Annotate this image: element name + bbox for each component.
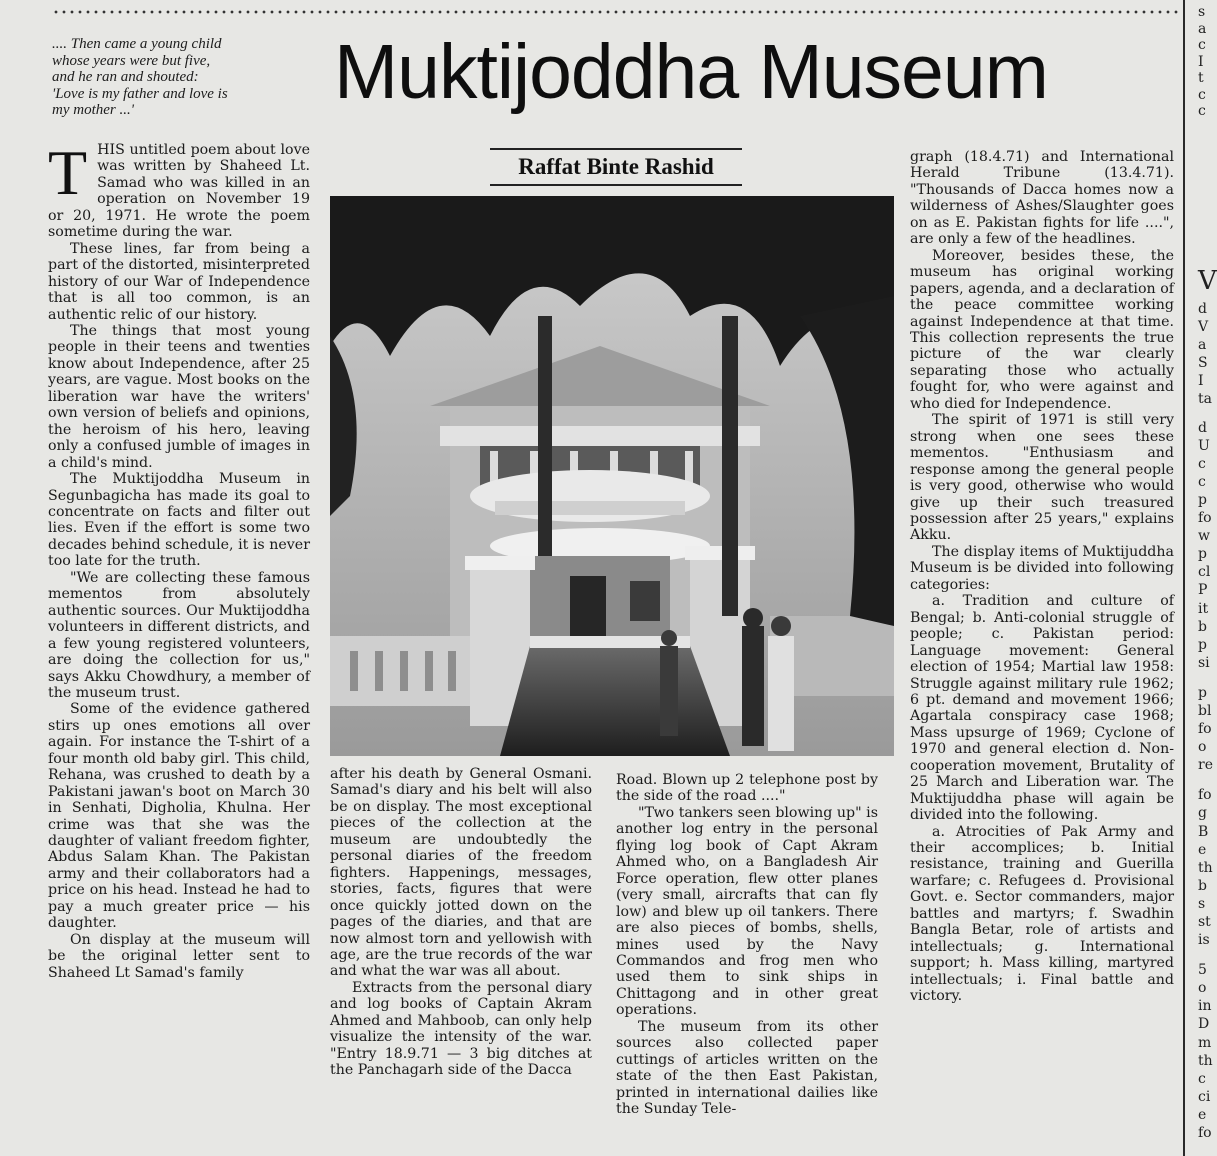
adjacent-column-top bbox=[1198, 4, 1206, 120]
paragraph: "We are collecting these famous mementos from absolutely authentic sources. Our Muktijoddha volunteers in different districts, and a few young registered volunteers, are doing the collection for us," says Akku Chowdhury, a member of the museum trust. bbox=[48, 569, 310, 701]
paragraph: The things that most young people in their teens and twenties know about Independence, after 25 years, are vague. Most books on the liberation war have the writers' own version of beliefs and opinions, the heroism of his hero, leaving only a confused jumble of images in a child's mind. bbox=[48, 322, 310, 471]
paragraph: The museum from its other sources also collected paper cuttings of articles written on the state of the then East Pakistan, printed in international dailies like the Sunday Tele- bbox=[616, 1018, 878, 1118]
adjacent-column-body bbox=[1198, 262, 1217, 1142]
paragraph: after his death by General Osmani. Samad's diary and his belt will also be on display. The most exceptional pieces of the collection at the museum are undoubtedly the personal diaries of the freedom fighters. Happenings, messages, stories, facts, figures that were once quickly jotted down on the pages of the diaries, and that are now almost torn and yellowish with age, are the true records of the war and what the war was all about. bbox=[330, 766, 592, 980]
museum-building-image bbox=[330, 196, 894, 756]
fragment: th bbox=[1198, 1052, 1213, 1069]
byline: Raffat Binte Rashid bbox=[518, 154, 714, 179]
fragment: it bbox=[1198, 600, 1209, 617]
fragment: 5 bbox=[1198, 962, 1207, 979]
fragment: in bbox=[1198, 998, 1212, 1015]
epigraph bbox=[52, 36, 314, 119]
fragment: re bbox=[1198, 757, 1213, 774]
dotted-rule bbox=[52, 8, 1182, 16]
fragment: I bbox=[1198, 373, 1204, 390]
article-column-2 bbox=[330, 766, 592, 1132]
fragment: P bbox=[1198, 582, 1208, 599]
headline: Muktijoddha Museum bbox=[334, 29, 1048, 115]
paragraph: On display at the museum will be the original letter sent to Shaheed Lt Samad's family bbox=[48, 931, 310, 981]
paragraph: Road. Blown up 2 telephone post by the side of the road ...." bbox=[616, 772, 878, 805]
fragment: cl bbox=[1198, 564, 1211, 581]
column-rule bbox=[1183, 0, 1185, 1156]
fragment: t bbox=[1198, 70, 1204, 86]
fragment: a bbox=[1198, 20, 1207, 37]
paragraph bbox=[48, 137, 310, 241]
fragment: si bbox=[1198, 654, 1210, 671]
article-column-4 bbox=[910, 149, 1174, 1134]
fragment: e bbox=[1198, 1106, 1207, 1123]
fragment: V bbox=[1198, 266, 1217, 296]
fragment: B bbox=[1198, 823, 1209, 840]
paragraph: The spirit of 1971 is still very strong when one sees these mementos. "Enthusiasm and response among the general people is very good, otherwise who would give up their such treasured possession after 25 years," explains Akku. bbox=[910, 412, 1174, 544]
fragment: fo bbox=[1198, 787, 1212, 804]
paragraph: Moreover, besides these, the museum has original working papers, agenda, and a declaration of the peace committee working against Independence at that time. This collection represents the true picture of the war clearly separating those who actually fought for, who were against and who died for Independence. bbox=[910, 247, 1174, 412]
fragment: c bbox=[1198, 1070, 1206, 1087]
fragment: st bbox=[1198, 914, 1211, 930]
fragment: p bbox=[1198, 546, 1207, 563]
fragment: p bbox=[1198, 684, 1207, 701]
paragraph: graph (18.4.71) and International Herald Tribune (13.4.71). "Thousands of Dacca homes now a wilderness of Ashes/Slaughter goes on as E. Pakistan fights for life ....", are only a few of the headlines. bbox=[910, 149, 1174, 248]
fragment: p bbox=[1198, 491, 1207, 508]
fragment: o bbox=[1198, 980, 1207, 997]
paragraph: Extracts from the personal diary and log books of Captain Akram Ahmed and Mahboob, can only help visualize the intensity of the war. "Entry 18.9.71 — 3 big ditches at the Panchagarh side of the Dacca bbox=[330, 979, 592, 1079]
paragraph: "Two tankers seen blowing up" is another log entry in the personal flying log book of Capt Akram Ahmed who, on a Bangladesh Air Force operation, flew otter planes (very small, aircrafts that can fly low) and blew up oil tankers. There are also pieces of bombs, shells, mines used by the Navy Commandos and frog men who used them to sink ships in Chittagong and in other great operations. bbox=[616, 804, 878, 1019]
fragment: m bbox=[1198, 1034, 1212, 1051]
fragment: S bbox=[1198, 355, 1208, 372]
fragment: c bbox=[1198, 37, 1206, 53]
fragment: fo bbox=[1198, 510, 1212, 527]
fragment: e bbox=[1198, 841, 1207, 858]
fragment: s bbox=[1198, 4, 1206, 20]
paragraph: a. Atrocities of Pak Army and their accomplices; b. Initial resistance, training and Guerilla warfare; c. Refugees d. Provisional Govt. e. Sector commanders, major battles and martyrs; f. Swadhin Bangla Betar, role of artists and intellectuals; g. International support; h. Mass killing, martyred intellectuals; i. Final battle and victory. bbox=[910, 823, 1174, 1005]
paragraph: a. Tradition and culture of Bengal; b. Anti-colonial struggle of people; c. Pakistan period: Language movement: General election of 1954; Martial law 1958: Struggle against military rule 1962; 6 pt. demand and movement 1966; Agartala conspiracy case 1968; Mass upsurge of 1969; Cyclone of 1970 and general election d. Non-cooperation movement, Brutality of 25 March and Liberation war. The Muktijuddha phase will again be divided into the following. bbox=[910, 593, 1174, 824]
fragment: b bbox=[1198, 618, 1207, 635]
fragment: c bbox=[1198, 455, 1206, 472]
paragraph-text: HIS untitled poem about love was written by Shaheed Lt. Samad who was killed in an operation on November 19 or 20, 1971. He wrote the poem sometime during the war. bbox=[48, 142, 310, 241]
fragment: c bbox=[1198, 86, 1206, 103]
fragment: ci bbox=[1198, 1088, 1211, 1105]
paragraph: The Muktijoddha Museum in Segunbagicha has made its goal to concentrate on facts and filter out lies. Even if the effort is some two decades behind schedule, it is never too late for the truth. bbox=[48, 471, 310, 570]
epigraph-line: my mother ...' bbox=[52, 102, 134, 118]
fragment: th bbox=[1198, 859, 1213, 876]
fragment: D bbox=[1198, 1016, 1210, 1033]
fragment: c bbox=[1198, 103, 1206, 119]
epigraph-line: .... Then came a young child bbox=[52, 36, 222, 52]
fragment: o bbox=[1198, 739, 1207, 756]
museum-photo bbox=[330, 196, 894, 756]
paragraph: These lines, far from being a part of the distorted, misinterpreted history of our War of Independence that is all too common, is an authentic relic of our history. bbox=[48, 240, 310, 323]
fragment: s bbox=[1198, 895, 1206, 912]
fragment: d bbox=[1198, 419, 1207, 436]
fragment: is bbox=[1198, 932, 1210, 949]
paragraph: Some of the evidence gathered stirs up ones emotions all over again. For instance the T-shirt of a four month old baby girl. This child, Rehana, was crushed to death by a Pakistani jawan's boot on March 30 in Senhati, Digholia, Khulna. Her crime was that she was the daughter of valiant freedom fighter, Abdus Salam Khan. The Pakistan army and their collaborators had a price on his head. Instead he had to pay a much greater price — his daughter. bbox=[48, 701, 310, 932]
fragment: fo bbox=[1198, 721, 1212, 738]
article-column-1 bbox=[48, 137, 310, 1132]
paragraph: The display items of Muktijuddha Museum is be divided into following categories: bbox=[910, 543, 1174, 593]
drop-cap: T bbox=[48, 137, 88, 208]
epigraph-line: whose years were but five, bbox=[52, 52, 211, 69]
fragment: bl bbox=[1198, 702, 1212, 719]
fragment: I bbox=[1198, 53, 1204, 70]
fragment: w bbox=[1198, 528, 1210, 545]
fragment: fo bbox=[1198, 1125, 1212, 1142]
byline-box bbox=[490, 148, 742, 186]
fragment: a bbox=[1198, 337, 1207, 354]
fragment: c bbox=[1198, 473, 1206, 490]
epigraph-line: 'Love is my father and love is bbox=[52, 85, 228, 102]
fragment: b bbox=[1198, 877, 1207, 894]
article-column-3 bbox=[616, 772, 878, 1132]
fragment: V bbox=[1198, 319, 1209, 336]
epigraph-line: and he ran and shouted: bbox=[52, 69, 199, 85]
fragment: p bbox=[1198, 636, 1207, 653]
fragment: U bbox=[1198, 437, 1210, 454]
fragment: d bbox=[1198, 301, 1207, 317]
fragment: ta bbox=[1198, 391, 1212, 408]
fragment: g bbox=[1198, 805, 1207, 822]
